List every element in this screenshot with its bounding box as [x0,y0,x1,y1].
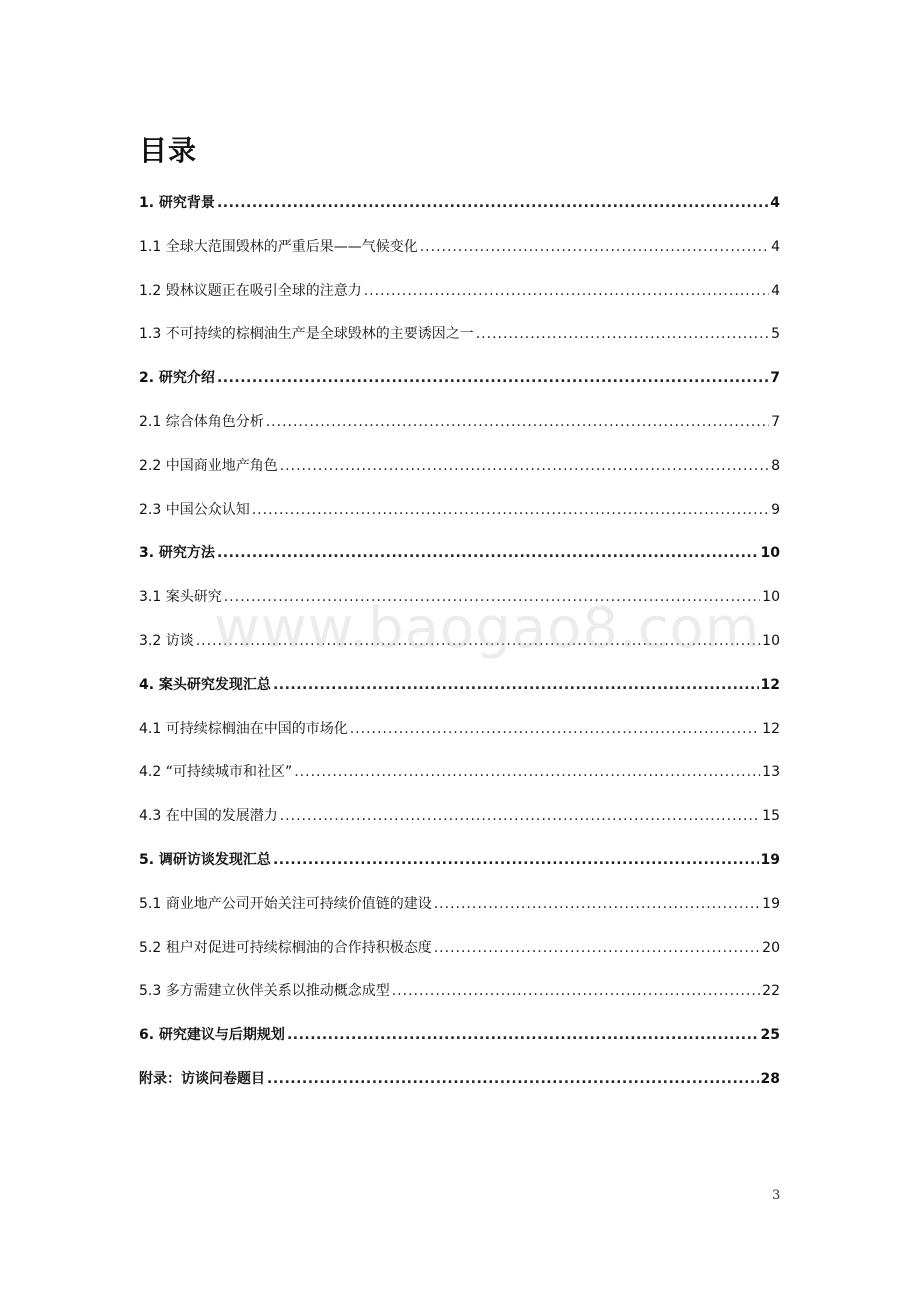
toc-entry-label: 4.1 可持续棕榈油在中国的市场化 [139,720,348,737]
toc-entry-label: 6. 研究建议与后期规划 [139,1027,285,1044]
toc-entry-page: 10 [762,632,780,649]
toc-entry-page: 8 [771,457,780,474]
toc-entry-label: 4.2 “可持续城市和社区” [139,764,293,781]
toc-entry-page: 9 [771,501,780,518]
toc-entry-page: 7 [771,413,780,430]
toc-entry[interactable] [139,407,780,451]
toc-entry[interactable] [139,933,780,977]
toc-leader-dots [267,1064,759,1094]
toc-leader-dots [287,1020,759,1050]
toc-entry-label: 4.3 在中国的发展潜力 [139,808,278,825]
toc-entry-page: 20 [762,939,780,956]
toc-entry[interactable] [139,1064,780,1108]
toc-entry-label: 2.1 综合体角色分析 [139,413,264,430]
toc-entry[interactable] [139,801,780,845]
toc-entry-page: 28 [760,1070,780,1087]
toc-leader-dots [217,363,768,393]
toc-entry[interactable] [139,845,780,889]
toc-entry[interactable] [139,757,780,801]
toc-entry-label: 附录：访谈问卷题目 [139,1070,265,1087]
toc-entry[interactable] [139,495,780,539]
toc-entry[interactable] [139,232,780,276]
toc-entry-label: 3.2 访谈 [139,632,194,649]
toc-entry[interactable] [139,714,780,758]
toc-entry[interactable] [139,582,780,626]
toc-entry-page: 22 [762,983,780,1000]
toc-entry-label: 2.3 中国公众认知 [139,501,250,518]
toc-entry-page: 4 [771,238,780,255]
toc-entry[interactable] [139,1020,780,1064]
toc-entry[interactable] [139,976,780,1020]
toc-entry-page: 10 [760,545,780,562]
toc-entry-page: 25 [760,1027,780,1044]
toc-entry-page: 19 [760,851,780,868]
toc-entry[interactable] [139,319,780,363]
toc-entry-label: 1.1 全球大范围毁林的严重后果——气候变化 [139,238,418,255]
toc-entry-label: 5.2 租户对促进可持续棕榈油的合作持积极态度 [139,939,432,956]
toc-entry-label: 4. 案头研究发现汇总 [139,676,271,693]
toc-entry-page: 7 [770,370,780,387]
toc-leader-dots [434,933,760,963]
toc-entry-page: 5 [771,326,780,343]
toc-entry[interactable] [139,889,780,933]
toc-leader-dots [273,845,759,875]
table-of-contents [139,188,780,1108]
toc-entry-page: 12 [760,676,780,693]
toc-entry-label: 1. 研究背景 [139,195,215,211]
toc-leader-dots [196,626,760,656]
toc-entry-label: 3. 研究方法 [139,545,215,562]
toc-entry-page: 12 [762,720,780,737]
toc-leader-dots [294,757,760,787]
toc-entry[interactable] [139,451,780,495]
toc-entry-label: 5.1 商业地产公司开始关注可持续价值链的建设 [139,895,432,912]
toc-entry-page: 13 [762,764,780,781]
toc-leader-dots [252,495,769,525]
toc-entry-label: 2. 研究介绍 [139,370,215,387]
toc-leader-dots [392,976,760,1006]
toc-entry[interactable] [139,626,780,670]
toc-leader-dots [350,714,760,744]
toc-leader-dots [280,801,760,831]
toc-entry[interactable] [139,538,780,582]
toc-title: 目录 [139,134,198,167]
toc-entry-page: 15 [762,808,780,825]
toc-entry-page: 4 [770,195,780,211]
toc-leader-dots [273,670,759,700]
toc-entry-label: 1.2 毁林议题正在吸引全球的注意力 [139,282,362,299]
toc-leader-dots [420,232,769,262]
toc-entry-page: 10 [762,589,780,606]
toc-leader-dots [364,276,769,306]
toc-entry[interactable] [139,670,780,714]
toc-leader-dots [266,407,769,437]
toc-entry-page: 4 [771,282,780,299]
toc-leader-dots [434,889,760,919]
toc-entry[interactable] [139,188,780,232]
toc-entry[interactable] [139,363,780,407]
toc-entry-label: 2.2 中国商业地产角色 [139,457,278,474]
toc-leader-dots [476,319,769,349]
toc-entry-label: 5. 调研访谈发现汇总 [139,851,271,868]
toc-entry-label: 5.3 多方需建立伙伴关系以推动概念成型 [139,983,390,1000]
toc-entry-label: 1.3 不可持续的棕榈油生产是全球毁林的主要诱因之一 [139,326,474,343]
toc-entry[interactable] [139,276,780,320]
page-number: 3 [772,1188,781,1203]
watermark: www.baogao8.com [214,596,761,661]
toc-leader-dots [224,582,760,612]
toc-leader-dots [217,538,759,568]
toc-entry-label: 3.1 案头研究 [139,589,222,606]
toc-entry-page: 19 [762,895,780,912]
toc-leader-dots [280,451,769,481]
toc-leader-dots [217,188,768,218]
